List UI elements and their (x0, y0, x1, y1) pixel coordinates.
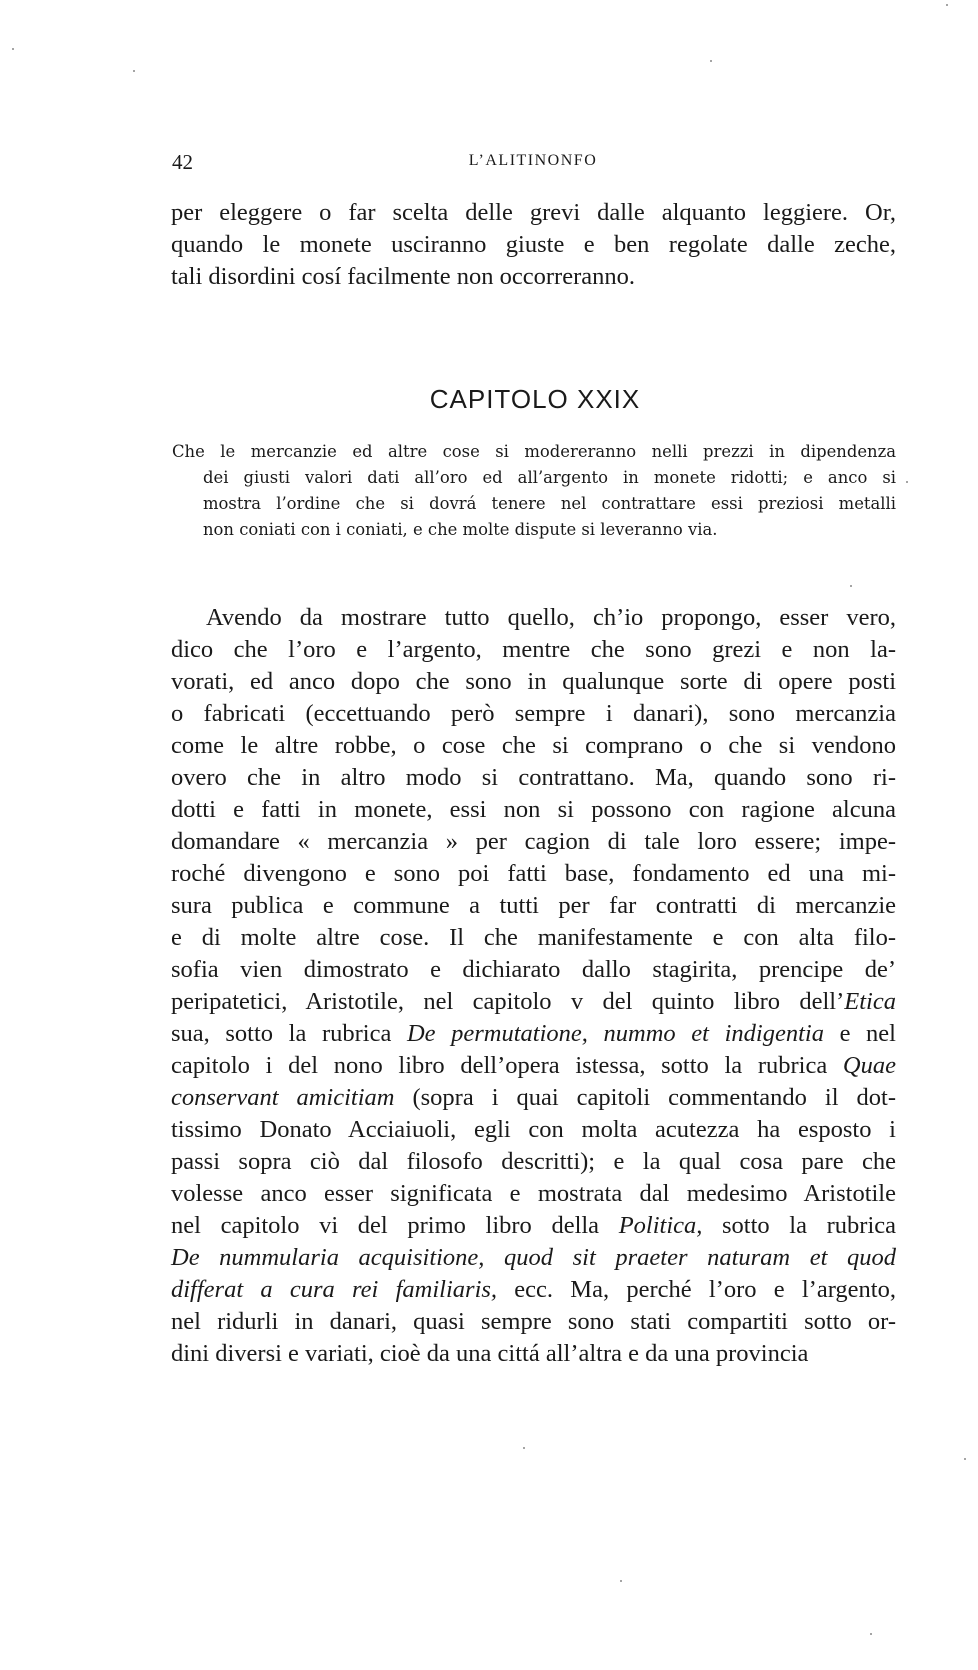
italic-run: Quae (842, 1052, 896, 1079)
text-run: volesse anco esser significata e mostrata dal medesimo Aristotile (171, 1180, 896, 1207)
text-line (171, 826, 896, 858)
text-line (171, 1338, 896, 1370)
text-run: roché divengono e sono poi fatti base, fondamento ed una mi- (171, 860, 896, 887)
scan-speck (850, 585, 852, 587)
scan-speck (964, 1458, 966, 1460)
text-run: passi sopra ciò dal filosofo descritti); e la qual cosa pare che (171, 1148, 896, 1175)
summary-line: Che le mercanzie ed altre cose si modereranno nelli prezzi in dipendenza (172, 442, 896, 461)
summary-line: non coniati con i coniati, e che molte dispute si leveranno via. (203, 520, 718, 539)
text-line (171, 1018, 896, 1050)
text-run: e nel (823, 1020, 896, 1047)
text-line: tali disordini cosí facilmente non occorreranno. (171, 263, 635, 290)
scan-speck (870, 1633, 872, 1635)
scan-speck (906, 481, 908, 483)
text-line (171, 1050, 896, 1082)
text-run: ecc. Ma, perché l’oro e l’argento, (497, 1276, 896, 1303)
text-line (171, 1306, 896, 1338)
text-run: sura publica e commune a tutti per far contratti di mercanzie (171, 892, 896, 919)
text-run: tissimo Donato Acciaiuoli, egli con molta acutezza ha esposto i (171, 1116, 896, 1143)
text-run: o fabricati (eccettuando però sempre i danari), sono mercanzia (171, 700, 896, 727)
summary-line: dei giusti valori dati all’oro ed all’argento in monete ridotti; e anco si (203, 468, 896, 487)
italic-run: De permutatione, nummo et indigentia (406, 1020, 824, 1047)
page-header (172, 150, 894, 180)
text-run: dotti e fatti in monete, essi non si possono con ragione alcuna (171, 796, 896, 823)
italic-run: Politica, (618, 1212, 703, 1239)
text-run: dico che l’oro e l’argento, mentre che sono grezi e non la- (171, 636, 896, 663)
text-line (171, 1210, 896, 1242)
text-run: nel ridurli in danari, quasi sempre sono stati compartiti sotto or- (171, 1308, 896, 1335)
italic-run: Etica (844, 988, 896, 1015)
text-line (171, 1274, 896, 1306)
text-run: domandare « mercanzia » per cagion di tale loro essere; impe- (171, 828, 896, 855)
page-number: 42 (172, 150, 193, 174)
italic-run: De nummularia acquisitione, quod sit praeter naturam et quod (171, 1244, 896, 1271)
text-line (171, 890, 896, 922)
text-line (171, 762, 896, 794)
text-line (171, 1178, 896, 1210)
italic-run: differat a cura rei familiaris, (171, 1276, 498, 1303)
text-run: sotto la rubrica (702, 1212, 896, 1239)
text-run: Avendo da mostrare tutto quello, ch’io propongo, esser vero, (206, 604, 896, 631)
text-line (171, 954, 896, 986)
scan-speck (710, 60, 712, 62)
text-line (171, 698, 896, 730)
running-title: L’ALITINONFO (468, 152, 598, 169)
text-run: nel capitolo vi del primo libro della (171, 1212, 619, 1239)
summary-line: mostra l’ordine che si dovrá tenere nel contrattare essi preziosi metalli (203, 494, 896, 513)
text-run: dini diversi e variati, cioè da una cittá all’altra e da una provincia (171, 1340, 809, 1367)
scan-speck (133, 70, 135, 72)
text-line (171, 1146, 896, 1178)
text-line: quando le monete usciranno giuste e ben regolate dalle zeche, (171, 231, 896, 258)
text-line (171, 666, 896, 698)
text-line (171, 730, 896, 762)
scan-speck (12, 48, 14, 50)
text-line: per eleggere o far scelta delle grevi dalle alquanto leggiere. Or, (171, 199, 896, 226)
text-run: vorati, ed anco dopo che sono in qualunque sorte di opere posti (171, 668, 896, 695)
scan-speck (620, 1580, 622, 1582)
text-line (171, 858, 896, 890)
text-run: sua, sotto la rubrica (171, 1020, 407, 1047)
text-line (171, 794, 896, 826)
text-run: e di molte altre cose. Il che manifestamente e con alta filo- (171, 924, 896, 951)
text-line (171, 922, 896, 954)
text-run: sofia vien dimostrato e dichiarato dallo stagirita, prencipe de’ (171, 956, 896, 983)
italic-run: conservant amicitiam (171, 1084, 395, 1111)
text-line (171, 1242, 896, 1274)
text-run: overo che in altro modo si contrattano. Ma, quando sono ri- (171, 764, 896, 791)
scan-speck (523, 1447, 525, 1449)
text-run: capitolo i del nono libro dell’opera istessa, sotto la rubrica (171, 1052, 843, 1079)
text-line (206, 602, 896, 634)
text-line (171, 1114, 896, 1146)
text-line (171, 1082, 896, 1114)
text-run: come le altre robbe, o cose che si comprano o che si vendono (171, 732, 896, 759)
scan-speck (946, 4, 948, 6)
chapter-title: CAPITOLO XXIX (429, 384, 641, 414)
text-run: (sopra i quai capitoli commentando il dot- (394, 1084, 896, 1111)
text-run: peripatetici, Aristotile, nel capitolo v del quinto libro dell’ (171, 988, 845, 1015)
text-line (171, 986, 896, 1018)
text-line (171, 634, 896, 666)
